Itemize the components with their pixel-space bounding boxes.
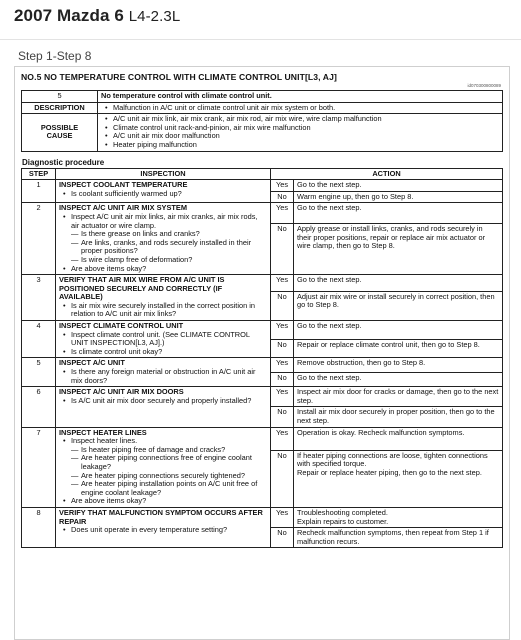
action-text: Repair or replace climate control unit, then go to Step 8.: [294, 339, 503, 358]
step-range-label: Step 1-Step 8: [18, 49, 92, 63]
inspection-cell: [56, 321, 271, 358]
action-column-header: ACTION: [271, 168, 503, 180]
inspection-title: INSPECT HEATER LINES: [59, 427, 147, 437]
vehicle-title: 2007 Mazda 6 L4-2.3L: [14, 6, 181, 25]
document-title: NO.5 NO TEMPERATURE CONTROL WITH CLIMATE CONTROL UNIT[L3, AJ]: [21, 72, 337, 82]
inspection-item: • Is coolant sufficiently warmed up?: [71, 190, 267, 199]
trouble-number: 5: [22, 91, 98, 103]
action-text: Go to the next step.: [294, 321, 503, 340]
inspection-cell: [56, 387, 271, 427]
answer-label: Yes: [271, 321, 294, 340]
inspection-subitem: — Are heater piping connections securely tightened?: [81, 472, 267, 481]
action-text: Inspect air mix door for cracks or damage, then go to the next step.: [294, 387, 503, 407]
diagnostic-row: [22, 203, 503, 224]
step-number: 6: [22, 387, 56, 427]
inspection-item: • Inspect heater lines. — Is heater piping free of damage and cracks? — Are heater piping connections free of engine coolant leakage? — Are heater piping connections securely tightened? — Are heater piping installation points on A/C unit free of engine coolant leakage?: [71, 437, 267, 497]
answer-label: Yes: [271, 427, 294, 450]
inspection-subitem: — Is wire clamp free of deformation?: [81, 256, 267, 265]
procedure-document: [14, 66, 510, 640]
answer-label: No: [271, 339, 294, 358]
diagnostic-row: [22, 321, 503, 340]
answer-label: No: [271, 450, 294, 507]
inspection-item: • Are above items okay?: [71, 497, 267, 506]
step-number: 8: [22, 507, 56, 547]
action-text: Go to the next step.: [294, 180, 503, 192]
document-id: id070300800089: [467, 83, 501, 88]
inspection-title: INSPECT A/C UNIT AIR MIX DOORS: [59, 387, 184, 397]
inspection-list: [59, 213, 267, 273]
trouble-summary-table: [21, 90, 503, 152]
inspection-item: • Inspect A/C unit air mix links, air mix cranks, air mix rods, air actuator or wire clamp. — Is there grease on links and cranks? — Are links, cranks, and rods securely installed in their proper positions? — Is wire clamp free of deformation?: [71, 213, 267, 265]
inspection-item: • Is there any foreign material or obstruction in A/C unit air mix doors?: [71, 368, 267, 385]
action-text: Go to the next step.: [294, 275, 503, 292]
action-text: Apply grease or install links, cranks, and rods securely in their proper positions, repair or replace air mix actuator or wire clamp, then go to Step 8.: [294, 223, 503, 274]
step-number: 4: [22, 321, 56, 358]
possible-cause-item: • Heater piping malfunction: [113, 141, 499, 150]
action-text: Recheck malfunction symptoms, then repeat from Step 1 if malfunction recurs.: [294, 528, 503, 548]
answer-label: Yes: [271, 387, 294, 407]
answer-label: Yes: [271, 507, 294, 527]
action-text: Troubleshooting completed. Explain repairs to customer.: [294, 507, 503, 527]
answer-label: No: [271, 291, 294, 320]
inspection-subitem: — Are heater piping connections free of engine coolant leakage?: [81, 454, 267, 471]
inspection-list: [59, 302, 267, 319]
inspection-item: • Are above items okay?: [71, 265, 267, 274]
inspection-cell: [56, 180, 271, 203]
answer-label: No: [271, 223, 294, 274]
inspection-list: [59, 437, 267, 506]
action-text: If heater piping connections are loose, tighten connections with specified torque. Repair or replace heater piping, then go to the next step.: [294, 450, 503, 507]
answer-label: No: [271, 372, 294, 386]
inspection-list: [59, 190, 267, 199]
trouble-summary: No temperature control with climate control unit.: [98, 91, 503, 103]
inspection-list: [59, 331, 267, 357]
diagnostic-table: [21, 168, 503, 549]
inspection-title: INSPECT CLIMATE CONTROL UNIT: [59, 321, 184, 331]
possible-cause-item: • Climate control unit rack-and-pinion, air mix wire malfunction: [113, 124, 499, 133]
inspection-title: INSPECT A/C UNIT: [59, 358, 125, 368]
answer-label: Yes: [271, 275, 294, 292]
step-number: 1: [22, 180, 56, 203]
inspection-subitem: — Are links, cranks, and rods securely installed in their proper positions?: [81, 239, 267, 256]
inspection-column-header: INSPECTION: [56, 168, 271, 180]
answer-label: No: [271, 407, 294, 427]
answer-label: No: [271, 191, 294, 203]
step-column-header: STEP: [22, 168, 56, 180]
step-number: 3: [22, 275, 56, 321]
action-text: Go to the next step.: [294, 203, 503, 224]
action-text: Go to the next step.: [294, 372, 503, 386]
inspection-subitem: — Is heater piping free of damage and cracks?: [81, 446, 267, 455]
diagnostic-row: [22, 427, 503, 450]
inspection-item: • Inspect climate control unit. (See CLIMATE CONTROL UNIT INSPECTION[L3, AJ].): [71, 331, 267, 348]
description-list: [101, 104, 499, 113]
inspection-cell: [56, 358, 271, 387]
diagnostic-heading: Diagnostic procedure: [22, 157, 105, 167]
inspection-item: • Does unit operate in every temperature setting?: [71, 526, 267, 535]
diagnostic-row: [22, 275, 503, 292]
inspection-title: INSPECT A/C UNIT AIR MIX SYSTEM: [59, 203, 187, 213]
inspection-cell: [56, 427, 271, 507]
diagnostic-row: [22, 180, 503, 192]
inspection-item: • Is air mix wire securely installed in the correct position in relation to A/C unit air mix links?: [71, 302, 267, 319]
answer-label: No: [271, 528, 294, 548]
inspection-list: [59, 368, 267, 385]
description-label: DESCRIPTION: [22, 102, 98, 114]
action-text: Install air mix door securely in proper position, then go to the next step.: [294, 407, 503, 427]
possible-cause-list: [101, 115, 499, 149]
possible-cause-item: • A/C unit air mix door malfunction: [113, 132, 499, 141]
inspection-sublist: [71, 446, 267, 498]
action-text: Operation is okay. Recheck malfunction symptoms.: [294, 427, 503, 450]
inspection-cell: [56, 507, 271, 547]
inspection-title: INSPECT COOLANT TEMPERATURE: [59, 180, 188, 190]
inspection-subitem: — Is there grease on links and cranks?: [81, 230, 267, 239]
inspection-list: [59, 526, 267, 535]
step-number: 5: [22, 358, 56, 387]
diagnostic-row: [22, 507, 503, 527]
inspection-list: [59, 397, 267, 406]
diagnostic-row: [22, 387, 503, 407]
inspection-title: VERIFY THAT AIR MIX WIRE FROM A/C UNIT IS POSITIONED SECURELY AND CORRECTLY (IF AVAILABLE): [59, 275, 225, 302]
step-number: 7: [22, 427, 56, 507]
inspection-cell: [56, 275, 271, 321]
inspection-subitem: — Are heater piping installation points on A/C unit free of engine coolant leakage?: [81, 480, 267, 497]
page-header: [0, 0, 521, 40]
inspection-sublist: [71, 230, 267, 264]
action-text: Remove obstruction, then go to Step 8.: [294, 358, 503, 372]
inspection-cell: [56, 203, 271, 275]
diagnostic-row: [22, 358, 503, 372]
action-text: Adjust air mix wire or install securely in correct position, then go to Step 8.: [294, 291, 503, 320]
inspection-item: • Is A/C unit air mix door securely and properly installed?: [71, 397, 267, 406]
possible-cause-label: POSSIBLE CAUSE: [22, 114, 98, 151]
step-number: 2: [22, 203, 56, 275]
possible-cause-item: • A/C unit air mix link, air mix crank, air mix rod, air mix wire, wire clamp malfunction: [113, 115, 499, 124]
engine-label: L4-2.3L: [128, 8, 181, 25]
inspection-title: VERIFY THAT MALFUNCTION SYMPTOM OCCURS AFTER REPAIR: [59, 507, 263, 526]
inspection-item: • Is climate control unit okay?: [71, 348, 267, 357]
action-text: Warm engine up, then go to Step 8.: [294, 191, 503, 203]
description-item: • Malfunction in A/C unit or climate control unit air mix system or both.: [113, 104, 499, 113]
answer-label: Yes: [271, 203, 294, 224]
answer-label: Yes: [271, 358, 294, 372]
answer-label: Yes: [271, 180, 294, 192]
